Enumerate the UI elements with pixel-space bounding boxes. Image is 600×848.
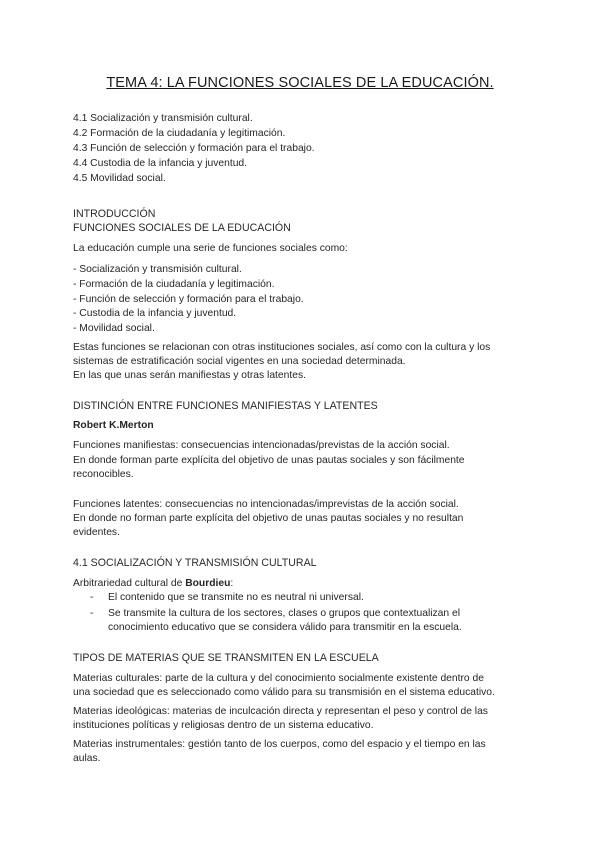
- section-heading-socializacion: 4.1 SOCIALIZACIÓN Y TRANSMISIÓN CULTURAL: [73, 557, 317, 569]
- section-heading-intro: INTRODUCCIÓN: [73, 208, 156, 220]
- paragraph-line: En donde no forman parte explícita del objetivo de unas pautas sociales y no resultan: [73, 513, 464, 524]
- section-subheading: FUNCIONES SOCIALES DE LA EDUCACIÓN: [73, 222, 291, 234]
- paragraph-line: aulas.: [73, 753, 101, 764]
- author-bourdieu: Bourdieu: [185, 578, 231, 589]
- paragraph-line: En donde forman parte explícita del objetivo de unas pautas sociales y son fácilmente: [73, 455, 465, 466]
- list-item: - Función de selección y formación para el trabajo.: [73, 294, 304, 305]
- paragraph-line: Estas funciones se relacionan con otras instituciones sociales, así como con la cultura y los: [73, 342, 491, 353]
- toc-item: 4.5 Movilidad social.: [73, 173, 166, 184]
- paragraph-line: [73, 577, 233, 591]
- bullet-item-continuation: conocimiento educativo que se considera válido para transmitir en la escuela.: [108, 622, 462, 633]
- toc-item: 4.2 Formación de la ciudadanía y legitimación.: [73, 128, 286, 139]
- list-item: - Formación de la ciudadanía y legitimación.: [73, 279, 275, 290]
- paragraph-line: Materias culturales: parte de la cultura y del conocimiento socialmente existente dentro de: [73, 673, 484, 684]
- toc-item: 4.4 Custodia de la infancia y juventud.: [73, 158, 248, 169]
- author-name: Robert K.Merton: [73, 420, 154, 431]
- paragraph-line: La educación cumple una serie de funciones sociales como:: [73, 243, 348, 254]
- bullet-dash: -: [90, 592, 94, 603]
- paragraph-line: instituciones políticas y religiosas dentro de un sistema educativo.: [73, 720, 374, 731]
- list-item: - Socialización y transmisión cultural.: [73, 264, 242, 275]
- paragraph-line: una sociedad que es seleccionado como válido para su transmisión en el sistema educativo.: [73, 687, 495, 698]
- paragraph-line: sistemas de estratificación social vigentes en una sociedad determinada.: [73, 356, 406, 367]
- section-heading-distincion: DISTINCIÓN ENTRE FUNCIONES MANIFIESTAS Y LATENTES: [73, 400, 378, 412]
- page-title: TEMA 4: LA FUNCIONES SOCIALES DE LA EDUCACIÓN.: [106, 75, 494, 91]
- list-item: - Custodia de la infancia y juventud.: [73, 308, 237, 319]
- paragraph-line: Funciones latentes: consecuencias no intencionadas/imprevistas de la acción social.: [73, 499, 459, 510]
- toc-item: 4.1 Socialización y transmisión cultural.: [73, 113, 253, 124]
- list-item: - Movilidad social.: [73, 323, 155, 334]
- bullet-dash: -: [90, 608, 94, 619]
- toc-item: 4.3 Función de selección y formación para el trabajo.: [73, 143, 315, 154]
- bullet-item: Se transmite la cultura de los sectores, clases o grupos que contextualizan el: [108, 608, 460, 619]
- paragraph-line: Materias instrumentales: gestión tanto de los cuerpos, como del espacio y el tiempo en las: [73, 739, 486, 750]
- lead-prefix: Arbitrariedad cultural de: [73, 578, 186, 589]
- paragraph-line: Materias ideológicas: materias de inculcación directa y representan el peso y control de las: [73, 706, 488, 717]
- paragraph-line: Funciones manifiestas: consecuencias intencionadas/previstas de la acción social.: [73, 440, 450, 451]
- paragraph-line: En las que unas serán manifiestas y otras latentes.: [73, 370, 306, 381]
- section-heading-materias: TIPOS DE MATERIAS QUE SE TRANSMITEN EN LA ESCUELA: [73, 652, 379, 664]
- lead-suffix: :: [230, 578, 234, 589]
- paragraph-line: reconocibles.: [73, 469, 134, 480]
- bullet-item: El contenido que se transmite no es neutral ni universal.: [108, 592, 364, 603]
- paragraph-line: evidentes.: [73, 527, 120, 538]
